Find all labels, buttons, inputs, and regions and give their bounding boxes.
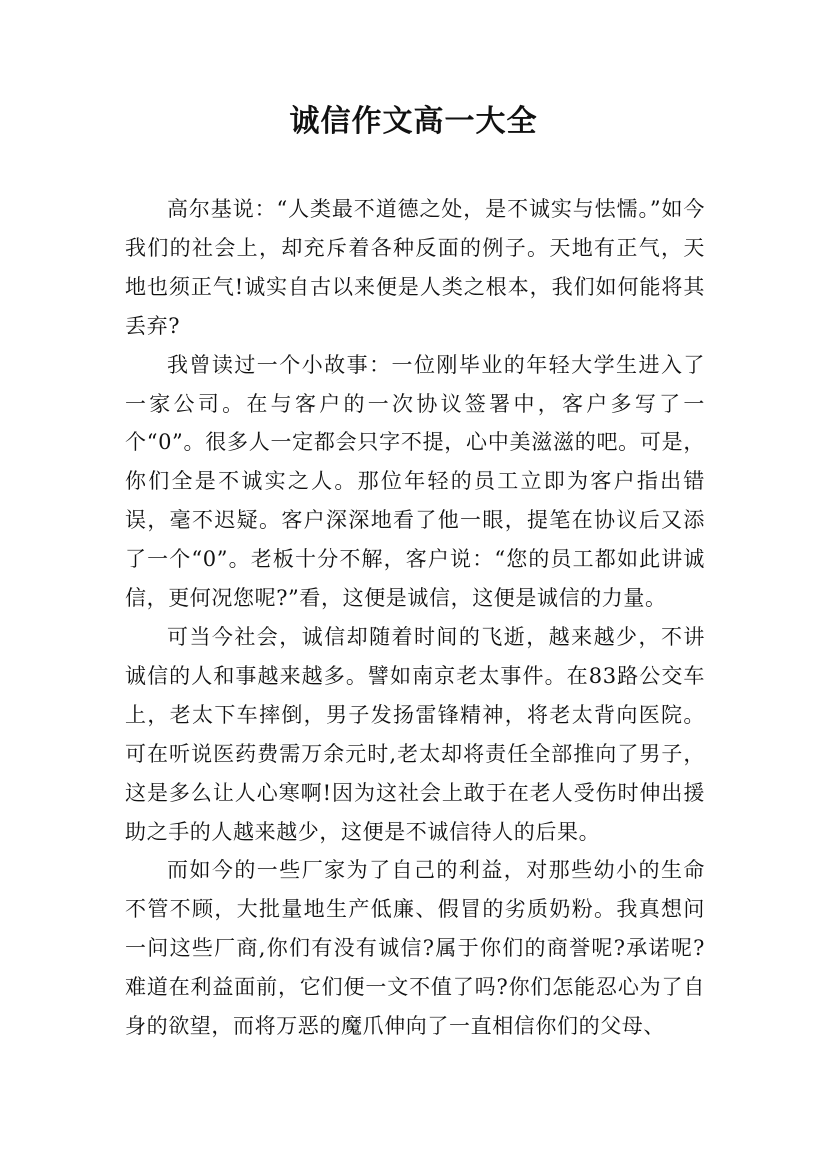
document-body	[125, 190, 705, 1046]
paragraph-4: 而如今的一些厂家为了自己的利益，对那些幼小的生命不管不顾，大批量地生产低廉、假冒的劣质奶粉。我真想问一问这些厂商,你们有没有诚信?属于你们的商誉呢?承诺呢?难道在利益面前，它们便一文不值了吗?你们怎能忍心为了自身的欲望，而将万恶的魔爪伸向了一直相信你们的父母、	[125, 858, 705, 1039]
document-title: 诚信作文高一大全	[289, 104, 538, 139]
paragraph-1: 高尔基说：“人类最不道德之处，是不诚实与怯懦。”如今我们的社会上，却充斥着各种反面的例子。天地有正气，天地也须正气!诚实自古以来便是人类之根本，我们如何能将其丢弃?	[125, 197, 705, 338]
paragraph-3: 可当今社会，诚信却随着时间的飞逝，越来越少，不讲诚信的人和事越来越多。譬如南京老太事件。在83路公交车上，老太下车摔倒，男子发扬雷锋精神，将老太背向医院。可在听说医药费需万余元时,老太却将责任全部推向了男子，这是多么让人心寒啊!因为这社会上敢于在老人受伤时伸出援助之手的人越来越少，这便是不诚信待人的后果。	[125, 624, 705, 844]
paragraph-2: 我曾读过一个小故事：一位刚毕业的年轻大学生进入了一家公司。在与客户的一次协议签署中，客户多写了一个“0”。很多人一定都会只字不提，心中美滋滋的吧。可是，你们全是不诚实之人。那位年轻的员工立即为客户指出错误，毫不迟疑。客户深深地看了他一眼，提笔在协议后又添了一个“0”。老板十分不解，客户说：“您的员工都如此讲诚信，更何况您呢?”看，这便是诚信，这便是诚信的力量。	[125, 352, 705, 611]
